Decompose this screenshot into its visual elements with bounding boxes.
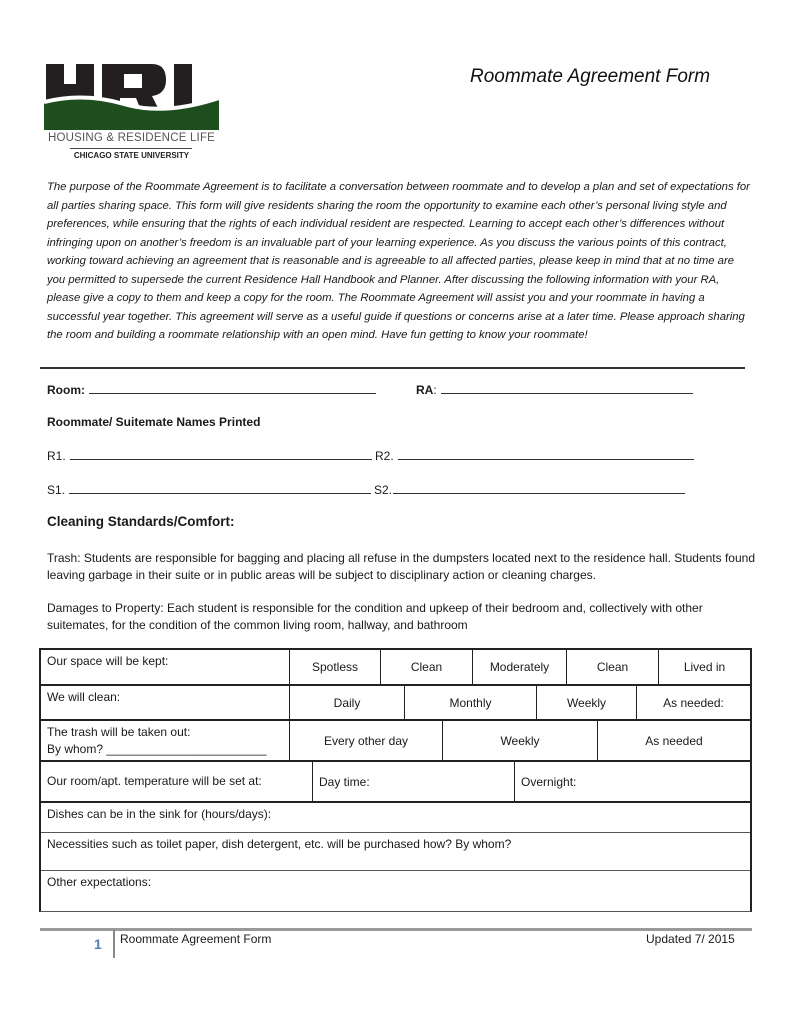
trash-label: The trash will be taken out: [47, 725, 191, 739]
intro-paragraph: The purpose of the Roommate Agreement is to facilitate a conversation between roommate and to develop a plan and set of expectations for all parties sharing space. This form will give residents sharing the room the opportunity to examine each other’s personal living style and preferences, while ensuring that the rights of each individual resident are respected. Learning to accept each other’s differences without infringing upon on another’s freedom is an invaluable part of your learning experience. As you discuss the various points of this contract, working toward achieving an agreement that is reasonable and is agreeable to all affected parties, please keep in mind that at no time are you permitted to supersede the current Residence Hall Handbook and Planner. After discussing the following information with your RA, please give a copy to them and keep a copy for the room. The Roommate Agreement will assist you and your roommate in having a successful year together. This agreement will serve as a useful guide if questions or concerns arise at a later time. Please approach sharing the room and building a roommate relationship with an open mind. Have fun getting to know your roommate! [47, 181, 750, 341]
option-daily[interactable]: Daily [289, 686, 404, 719]
table-row-temperature [41, 762, 750, 803]
s1-field [47, 482, 371, 497]
option-moderately[interactable]: Moderately [472, 650, 566, 684]
row-label: Other expectations: [47, 875, 152, 889]
row-label: We will clean: [47, 690, 121, 704]
daytime-temperature-field[interactable]: Day time: [312, 762, 514, 801]
r1-input-line[interactable] [70, 448, 372, 460]
document-title: Roommate Agreement Form [470, 66, 711, 87]
option-clean-2[interactable]: Clean [566, 650, 658, 684]
intro-divider [40, 367, 745, 369]
row-label: Dishes can be in the sink for (hours/days): [47, 807, 272, 821]
s2-input-line[interactable] [393, 482, 685, 494]
option-spotless[interactable]: Spotless [289, 650, 380, 684]
page-number: 1 [94, 936, 102, 952]
trash-paragraph: Trash: Students are responsible for bagging and placing all refuse in the dumpsters located next to the residence hall. Students found leaving garbage in their suite or in public areas will be subject to disciplinary action or cleaning charges. [47, 551, 755, 582]
option-monthly[interactable]: Monthly [404, 686, 536, 719]
table-row-other-expectations[interactable] [41, 871, 750, 911]
option-every-other-day[interactable]: Every other day [289, 721, 442, 760]
table-row-we-will-clean [41, 686, 750, 721]
r2-input-line[interactable] [398, 448, 694, 460]
s2-field [374, 482, 685, 497]
footer-updated-date: Updated 7/ 2015 [646, 932, 735, 946]
cleaning-heading: Cleaning Standards/Comfort: [47, 514, 235, 529]
logo-university-line: CHICAGO STATE UNIVERSITY [73, 151, 190, 160]
s1-input-line[interactable] [69, 482, 371, 494]
footer-divider [40, 928, 752, 931]
room-field [47, 382, 376, 397]
ra-label: RA [416, 383, 434, 397]
row-label: Necessities such as toilet paper, dish detergent, etc. will be purchased how? By whom? [47, 837, 512, 851]
r2-label: R2. [375, 449, 394, 463]
ra-field [416, 382, 693, 397]
row-label [41, 721, 289, 760]
room-label: Room: [47, 383, 85, 397]
option-lived-in[interactable]: Lived in [658, 650, 750, 684]
option-weekly[interactable]: Weekly [442, 721, 597, 760]
r1-field [47, 448, 372, 463]
logo-divider [70, 148, 192, 149]
s1-label: S1. [47, 483, 66, 497]
option-weekly[interactable]: Weekly [536, 686, 636, 719]
overnight-temperature-field[interactable]: Overnight: [514, 762, 750, 801]
trash-by-whom[interactable]: By whom? ________________________ [47, 742, 267, 756]
option-as-needed[interactable]: As needed [597, 721, 750, 760]
row-label: Our room/apt. temperature will be set at: [47, 774, 262, 788]
table-row-necessities[interactable] [41, 833, 750, 871]
row-label: Our space will be kept: [47, 654, 169, 668]
expectations-table [39, 648, 752, 912]
footer-title: Roommate Agreement Form [120, 932, 272, 946]
logo-name-line: HOUSING & RESIDENCE LIFE [47, 132, 216, 144]
option-as-needed[interactable]: As needed: [636, 686, 750, 719]
footer-vertical-divider [113, 930, 115, 958]
r1-label: R1. [47, 449, 66, 463]
damages-paragraph: Damages to Property: Each student is responsible for the condition and upkeep of their bedroom and, collectively with other suitemates, for the condition of the common living room, hallway, and bathroom [47, 601, 703, 632]
hrl-logo-mark-icon [44, 62, 219, 132]
names-heading: Roommate/ Suitemate Names Printed [47, 415, 261, 429]
option-clean[interactable]: Clean [380, 650, 472, 684]
table-row-dishes[interactable] [41, 803, 750, 833]
room-input-line[interactable] [89, 382, 376, 394]
s2-label: S2. [374, 483, 393, 497]
hrl-logo [44, 62, 219, 162]
r2-field [375, 448, 694, 463]
ra-colon: : [433, 383, 437, 397]
ra-input-line[interactable] [441, 382, 693, 394]
table-row-space-kept [41, 650, 750, 686]
table-row-trash [41, 721, 750, 762]
